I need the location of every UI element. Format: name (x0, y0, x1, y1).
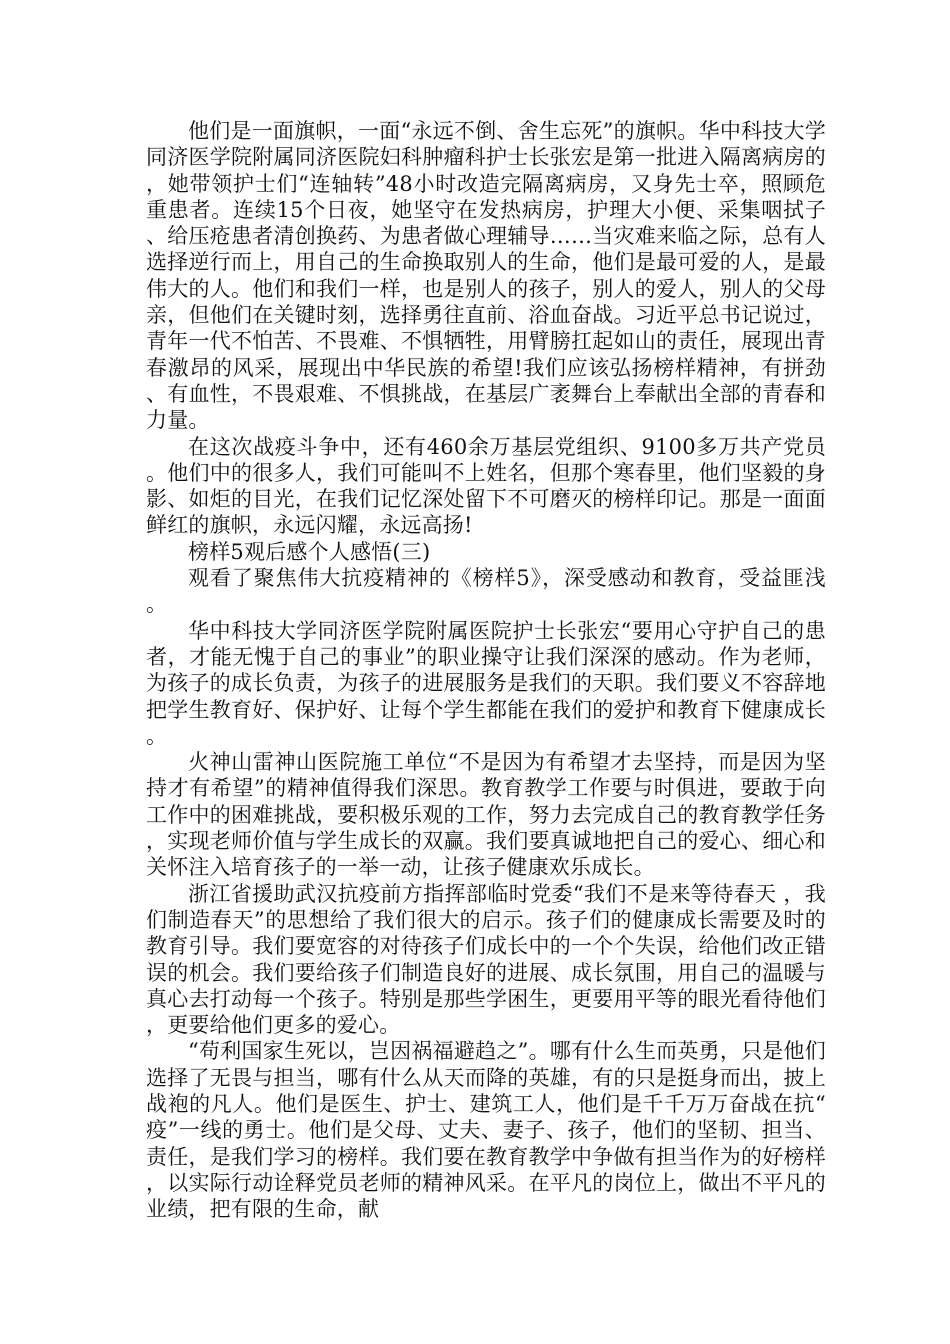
paragraph-intro: 观看了聚焦伟大抗疫精神的《榜样5》，深受感动和教育，受益匪浅。 (146, 566, 826, 617)
paragraph-party-members: 在这次战疫斗争中，还有460余万基层党组织、9100多万共产党员。他们中的很多人，我们可能叫不上姓名，但那个寒春里，他们坚毅的身影、如炬的目光，在我们记忆深处留下不可磨灭的榜样印记。那是一面面鲜红的旗帜，永远闪耀，永远高扬! (146, 434, 826, 538)
section-heading: 榜样5观后感个人感悟(三) (188, 539, 431, 564)
paragraph-heroes: “苟利国家生死以，岂因祸福避趋之”。哪有什么生而英勇，只是他们选择了无畏与担当，哪有什么从天而降的英雄，有的只是挺身而出，披上战袍的凡人。他们是医生、护士、建筑工人，他们是千千万万奋战在抗“疫”一线的勇士。他们是父母、丈夫、妻子、孩子，他们的坚韧、担当、责任，是我们学习的榜样。我们要在教育教学中争做有担当作为的好榜样，以实际行动诠释党员老师的精神风采。在平凡的岗位上，做出不平凡的业绩，把有限的生命，献 (146, 1039, 826, 1222)
paragraph-hospital-builders: 火神山雷神山医院施工单位“不是因为有希望才去坚持，而是因为坚持才有希望”的精神值得我们深思。教育教学工作要与时俱进，要敢于向工作中的困难挑战，要积极乐观的工作，努力去完成自己的教育教学任务，实现老师价值与学生成长的双赢。我们要真诚地把自己的爱心、细心和关怀注入培育孩子的一举一动，让孩子健康欢乐成长。 (146, 750, 826, 880)
paragraph-flag: 他们是一面旗帜，一面“永远不倒、舍生忘死”的旗帜。华中科技大学同济医学院附属同济医院妇科肿瘤科护士长张宏是第一批进入隔离病房的，她带领护士们“连轴转”48小时改造完隔离病房，又身先士卒，照顾危重患者。连续15个日夜，她坚守在发热病房，护理大小便、采集咽拭子、给压疮患者清创换药、为患者做心理辅导……当灾难来临之际，总有人选择逆行而上，用自己的生命换取别人的生命，他们是最可爱的人，是最伟大的人。他们和我们一样，也是别人的孩子，别人的爱人，别人的父母亲，但他们在关键时刻，选择勇往直前、浴血奋战。习近平总书记说过，青年一代不怕苦、不畏难、不惧牺牲，用臂膀扛起如山的责任，展现出青春激昂的风采，展现出中华民族的希望!我们应该弘扬榜样精神，有拼劲、有血性，不畏艰难、不惧挑战，在基层广袤舞台上奉献出全部的青春和力量。 (146, 119, 826, 433)
paragraph-nurse: 华中科技大学同济医学院附属医院护士长张宏“要用心守护自己的患者，才能无愧于自己的事业”的职业操守让我们深深的感动。作为老师，为孩子的成长负责，为孩子的进展服务是我们的天职。我们要义不容辞地把学生教育好、保护好、让每个学生都能在我们的爱护和教育下健康成长。 (146, 618, 826, 748)
document-body (146, 118, 826, 1222)
paragraph-zhejiang: 浙江省援助武汉抗疫前方指挥部临时党委“我们不是来等待春天 ，我们制造春天”的思想给了我们很大的启示。孩子们的健康成长需要及时的教育引导。我们要宽容的对待孩子们成长中的一个个失误，给他们改正错误的机会。我们要给孩子们制造良好的进展、成长氛围，用自己的温暖与真心去打动每一个孩子。特别是那些学困生，更要用平等的眼光看待他们，更要给他们更多的爱心。 (146, 881, 826, 1038)
